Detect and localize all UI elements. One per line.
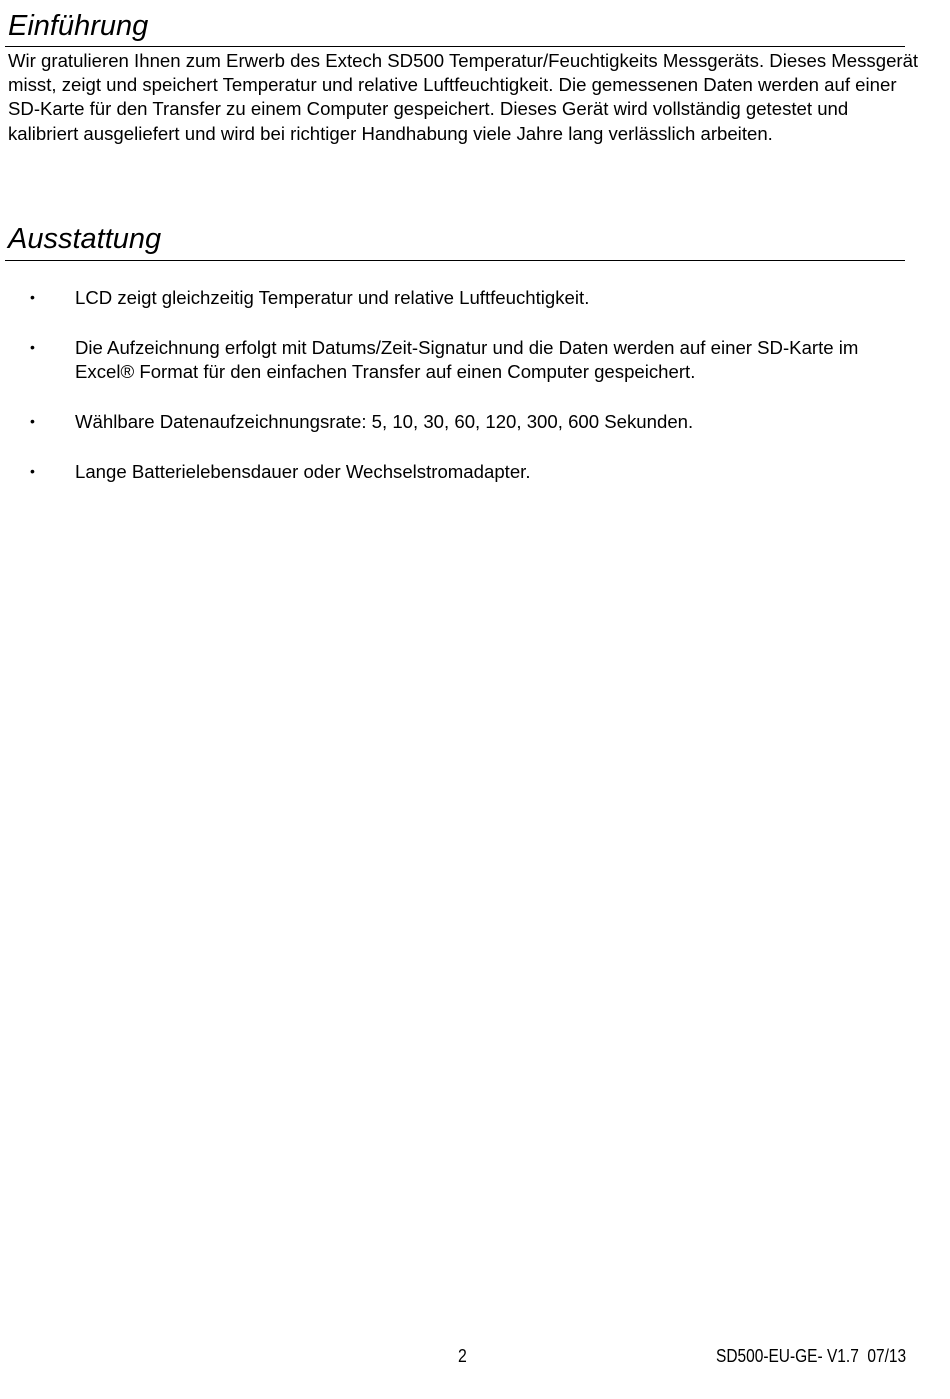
bullet-icon: • [30, 339, 35, 355]
feature-text: Wählbare Datenaufzeichnungsrate: 5, 10, 30, 60, 120, 300, 600 Sekunden. [75, 410, 694, 432]
list-item [0, 460, 905, 484]
list-item [0, 286, 905, 310]
feature-list [0, 286, 950, 510]
intro-paragraph: Wir gratulieren Ihnen zum Erwerb des Extech SD500 Temperatur/Feuchtigkeits Messgeräts. Dieses Messgerät misst, zeigt und speichert Temperatur und relative Luftfeuchtigkeit. Die gemessenen Daten werden auf einer SD-Karte für den Transfer zu einem Computer gespeichert. Dieses Gerät wird vollständig getestet und kalibriert ausgeliefert und wird bei richtiger Handhabung viele Jahre lang verlässlich arbeiten. [8, 50, 919, 144]
section-divider [5, 46, 905, 47]
page-number: 2 [458, 1346, 467, 1366]
bullet-icon: • [30, 462, 35, 479]
feature-text: Die Aufzeichnung erfolgt mit Datums/Zeit-Signatur und die Daten werden auf einer SD-Karte im Excel® Format für den einfachen Transfer auf einen Computer gespeichert. [75, 337, 859, 382]
bullet-icon: • [30, 289, 35, 305]
feature-text: LCD zeigt gleichzeitig Temperatur und relative Luftfeuchtigkeit. [75, 287, 590, 308]
list-item [0, 336, 905, 383]
document-id: SD500-EU-GE- V1.7 07/13 [716, 1346, 907, 1366]
section-title-intro: Einführung [8, 10, 149, 42]
section-title-features: Ausstattung [8, 223, 162, 255]
list-item [0, 410, 905, 434]
section-divider [5, 260, 905, 261]
feature-text: Lange Batterielebensdauer oder Wechselstromadapter. [75, 460, 531, 482]
bullet-icon: • [30, 412, 35, 429]
